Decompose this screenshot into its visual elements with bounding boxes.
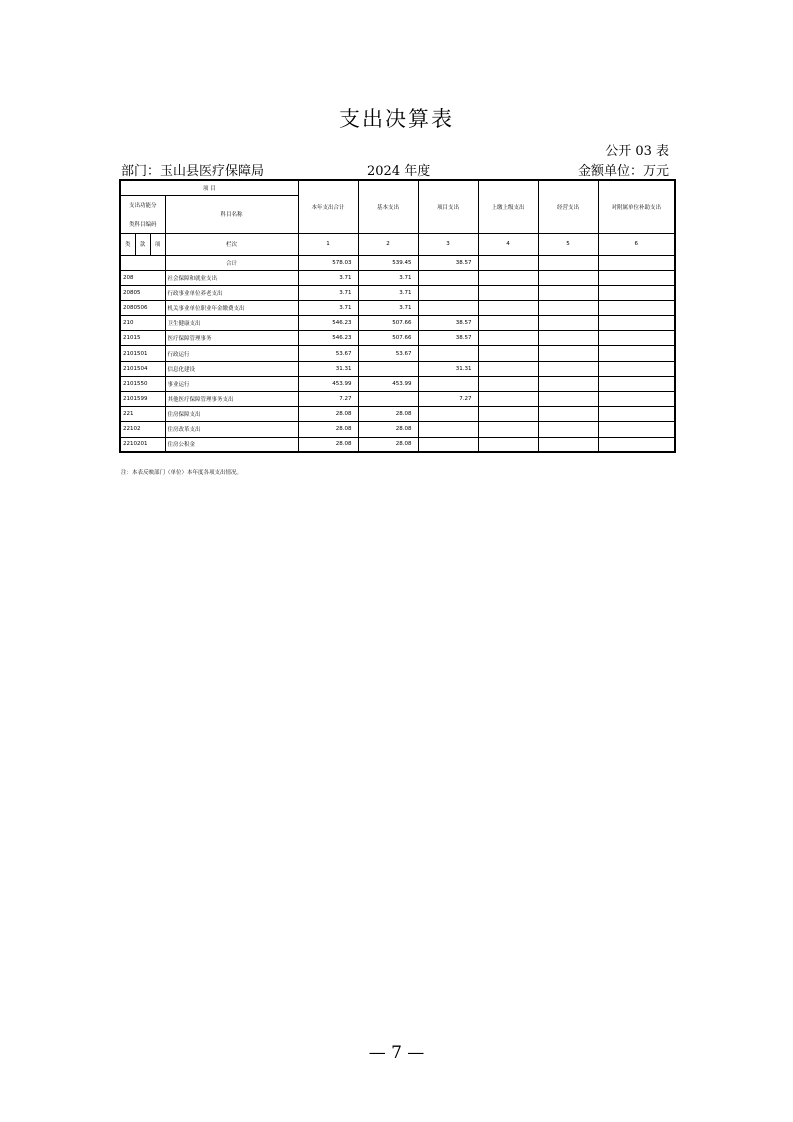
table-row — [120, 407, 675, 422]
amount-cell: 7.27 — [298, 392, 358, 407]
amount-cell: 546.23 — [298, 331, 358, 346]
amount-cell — [418, 270, 478, 285]
table-row — [120, 300, 675, 315]
amount-cell: 31.31 — [298, 361, 358, 376]
amount-cell — [598, 300, 675, 315]
total-label: 合计 — [165, 255, 298, 270]
amount-cell: 31.31 — [418, 361, 478, 376]
amount-cell: 28.08 — [298, 437, 358, 452]
subject-name: 行政运行 — [165, 346, 298, 361]
header-col-index: 栏次 — [165, 233, 298, 255]
amount-cell — [538, 331, 598, 346]
amount-cell: 38.57 — [418, 316, 478, 331]
amount-cell — [418, 422, 478, 437]
col-num-4: 4 — [478, 233, 538, 255]
amount-cell — [358, 361, 418, 376]
subject-name: 住房保障支出 — [165, 407, 298, 422]
header-kuan: 款 — [135, 233, 150, 255]
total-value — [478, 255, 538, 270]
amount-cell — [478, 346, 538, 361]
subject-name: 事业运行 — [165, 376, 298, 391]
table-row — [120, 361, 675, 376]
total-value — [538, 255, 598, 270]
amount-cell — [538, 376, 598, 391]
amount-cell — [478, 316, 538, 331]
amount-cell — [538, 407, 598, 422]
header-col-3: 项目支出 — [418, 180, 478, 233]
total-value — [598, 255, 675, 270]
amount-cell — [598, 346, 675, 361]
table-row — [120, 316, 675, 331]
header-col-1: 本年支出合计 — [298, 180, 358, 233]
table-row — [120, 422, 675, 437]
col-num-1: 1 — [298, 233, 358, 255]
table-row — [120, 270, 675, 285]
total-row — [120, 255, 675, 270]
department-label: 部门：玉山县医疗保障局 — [121, 164, 265, 179]
header-xiang: 项 — [150, 233, 165, 255]
amount-cell — [418, 376, 478, 391]
amount-cell — [538, 300, 598, 315]
amount-cell — [478, 361, 538, 376]
header-col-2: 基本支出 — [358, 180, 418, 233]
form-number: 公开 03 表 — [605, 144, 669, 159]
subject-code: 2080506 — [120, 300, 165, 315]
total-value: 578.03 — [298, 255, 358, 270]
amount-cell — [478, 331, 538, 346]
subject-code: 2101504 — [120, 361, 165, 376]
amount-cell — [418, 346, 478, 361]
table-row — [120, 376, 675, 391]
table-row — [120, 437, 675, 452]
subject-name: 卫生健康支出 — [165, 316, 298, 331]
amount-cell — [538, 392, 598, 407]
amount-cell — [418, 407, 478, 422]
amount-cell: 507.66 — [358, 316, 418, 331]
subject-name: 行政事业单位养老支出 — [165, 285, 298, 300]
amount-cell: 7.27 — [418, 392, 478, 407]
subject-name: 医疗保障管理事务 — [165, 331, 298, 346]
subject-name: 其他医疗保障管理事务支出 — [165, 392, 298, 407]
table-row — [120, 392, 675, 407]
subject-name: 机关事业单位职业年金缴费支出 — [165, 300, 298, 315]
amount-cell — [478, 270, 538, 285]
amount-cell: 28.08 — [358, 407, 418, 422]
subject-code: 208 — [120, 270, 165, 285]
amount-cell — [478, 285, 538, 300]
amount-cell: 53.67 — [298, 346, 358, 361]
amount-cell — [598, 407, 675, 422]
amount-cell — [538, 270, 598, 285]
subject-name: 社会保障和就业支出 — [165, 270, 298, 285]
amount-cell — [598, 316, 675, 331]
amount-cell — [418, 285, 478, 300]
subject-code: 210 — [120, 316, 165, 331]
amount-cell — [478, 407, 538, 422]
amount-cell — [418, 300, 478, 315]
amount-cell — [598, 392, 675, 407]
header-col-6: 对附属单位补助支出 — [598, 180, 675, 233]
amount-cell: 453.99 — [358, 376, 418, 391]
year-label: 2024 年度 — [367, 164, 431, 179]
amount-cell: 3.71 — [298, 285, 358, 300]
amount-cell: 3.71 — [298, 270, 358, 285]
page-number: — 7 — — [368, 1043, 425, 1063]
amount-cell: 28.08 — [298, 407, 358, 422]
subject-code: 2101550 — [120, 376, 165, 391]
amount-cell: 3.71 — [358, 300, 418, 315]
amount-cell: 546.23 — [298, 316, 358, 331]
subject-code: 2210201 — [120, 437, 165, 452]
expenditure-table — [119, 179, 676, 453]
header-item-name: 科目名称 — [165, 195, 298, 233]
unit-label: 金额单位：万元 — [577, 164, 669, 179]
amount-cell — [478, 300, 538, 315]
table-row — [120, 285, 675, 300]
subject-code: 221 — [120, 407, 165, 422]
amount-cell — [358, 392, 418, 407]
table-row — [120, 346, 675, 361]
header-func-code-2: 类科目编码 — [120, 215, 165, 233]
header-func-code-1: 支出功能分 — [120, 195, 165, 215]
subject-name: 住房公积金 — [165, 437, 298, 452]
amount-cell: 3.71 — [358, 270, 418, 285]
amount-cell: 3.71 — [358, 285, 418, 300]
amount-cell — [598, 361, 675, 376]
amount-cell — [538, 422, 598, 437]
header-lei: 类 — [120, 233, 135, 255]
header-project: 项 目 — [120, 180, 298, 195]
col-num-6: 6 — [598, 233, 675, 255]
amount-cell — [598, 270, 675, 285]
amount-cell — [478, 422, 538, 437]
table-note: 注：本表反映部门（单位）本年度各项支出情况。 — [121, 470, 243, 476]
amount-cell — [598, 376, 675, 391]
amount-cell — [478, 392, 538, 407]
subject-code: 20805 — [120, 285, 165, 300]
amount-cell — [598, 285, 675, 300]
total-value: 38.57 — [418, 255, 478, 270]
subject-code: 21015 — [120, 331, 165, 346]
page-title: 支出决算表 — [339, 107, 454, 131]
amount-cell: 53.67 — [358, 346, 418, 361]
subject-name: 信息化建设 — [165, 361, 298, 376]
col-num-3: 3 — [418, 233, 478, 255]
col-num-2: 2 — [358, 233, 418, 255]
amount-cell — [538, 346, 598, 361]
amount-cell: 28.08 — [298, 422, 358, 437]
subject-code: 22102 — [120, 422, 165, 437]
amount-cell — [478, 437, 538, 452]
amount-cell: 453.99 — [298, 376, 358, 391]
subject-code: 2101501 — [120, 346, 165, 361]
amount-cell — [538, 316, 598, 331]
amount-cell: 507.66 — [358, 331, 418, 346]
amount-cell — [598, 422, 675, 437]
table-row — [120, 331, 675, 346]
amount-cell: 28.08 — [358, 437, 418, 452]
total-value: 539.45 — [358, 255, 418, 270]
amount-cell — [598, 331, 675, 346]
amount-cell — [538, 361, 598, 376]
col-num-5: 5 — [538, 233, 598, 255]
subject-code: 2101599 — [120, 392, 165, 407]
header-col-4: 上缴上级支出 — [478, 180, 538, 233]
amount-cell: 38.57 — [418, 331, 478, 346]
header-col-5: 经营支出 — [538, 180, 598, 233]
amount-cell — [418, 437, 478, 452]
amount-cell — [478, 376, 538, 391]
amount-cell — [598, 437, 675, 452]
subject-name: 住房改革支出 — [165, 422, 298, 437]
amount-cell: 28.08 — [358, 422, 418, 437]
amount-cell — [538, 285, 598, 300]
amount-cell: 3.71 — [298, 300, 358, 315]
amount-cell — [538, 437, 598, 452]
